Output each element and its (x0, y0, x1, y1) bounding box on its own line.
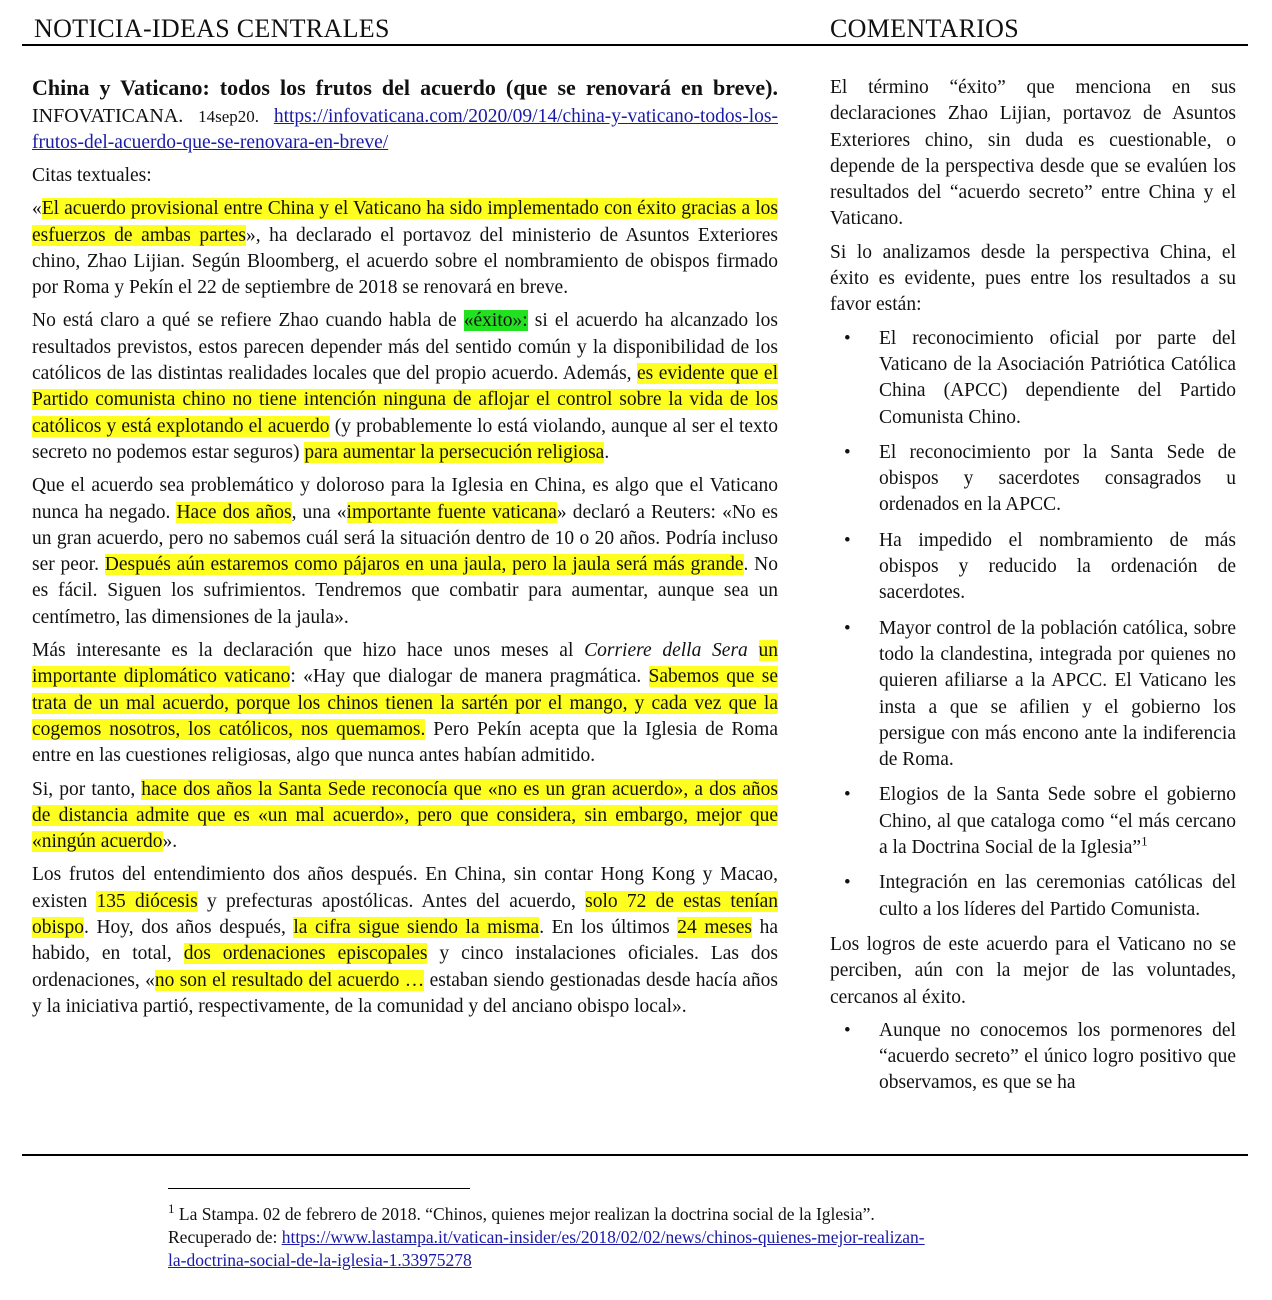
list-item (830, 870, 1236, 923)
list-item-text: Ha impedido el nombramiento de más obispos y reducido la ordenación de sacerdotes. (879, 529, 1236, 604)
footnote-line-2 (168, 1226, 1088, 1249)
text: ha habido, en total, (32, 917, 778, 965)
highlight: para aumentar la persecución religiosa (304, 441, 605, 463)
list-item (830, 782, 1236, 861)
highlight: Después aún estaremos como pájaros en una jaula, pero la jaula será más grande (104, 554, 744, 576)
bullet-icon: • (844, 784, 851, 806)
comment-paragraph-2: Si lo analizamos desde la perspectiva China, el éxito es evidente, pues entre los resultados a su favor están: (830, 241, 1236, 316)
text: ». (162, 831, 178, 853)
bullet-icon: • (844, 441, 851, 463)
list-item-text: Integración en las ceremonias católicas del culto a los líderes del Partido Comunista. (879, 872, 1236, 920)
highlight: importante fuente vaticana (346, 501, 557, 523)
list-item (830, 440, 1236, 519)
article-title: China y Vaticano: todos los frutos del acuerdo (que se renovará en breve). (32, 75, 778, 100)
text: . En los últimos (539, 917, 678, 939)
text (748, 640, 759, 661)
bullet-icon: • (844, 1019, 851, 1041)
article-source: INFOVATICANA. (32, 105, 184, 127)
paragraph-5 (32, 777, 778, 856)
footnote-separator (168, 1188, 470, 1189)
list-item-text: Aunque no conocemos los pormenores del “acuerdo secreto” el único logro positivo que observamos, es que se ha (879, 1019, 1236, 1094)
highlight: es evidente que el Partido comunista chino no tiene intención ninguna de aflojar el control sobre la vida de los católicos y está explotando el acuerdo (32, 363, 778, 437)
text: y cinco instalaciones oficiales. Las dos ordenaciones, « (32, 943, 779, 991)
text: . No es fácil. Siguen los sufrimientos. Tendremos que combatir para aumentar, aunque sea un centímetro, las dimensiones de la jaula». (32, 554, 779, 628)
paragraph-4 (32, 638, 778, 769)
footnote-text: La Stampa. 02 de febrero de 2018. “Chinos, quienes mejor realizan la doctrina social de la Iglesia”. (174, 1204, 875, 1224)
text: » declaró a Reuters: «No es un gran acuerdo, pero no sabemos cuál será la situación dentro de 10 o 20 años. Podría incluso ser peor. (32, 501, 779, 576)
newspaper-name: Corriere della Sera (584, 640, 748, 662)
text: Que el acuerdo sea problemático y doloroso para la Iglesia en China, es algo que el Vaticano nunca ha negado. (32, 475, 778, 523)
text: y prefecturas apostólicas. Antes del acuerdo, (197, 890, 586, 912)
highlight: un importante diplomático vaticano (32, 640, 779, 688)
citas-label: Citas textuales: (32, 165, 152, 186)
results-list (830, 326, 1236, 923)
bullet-icon: • (844, 872, 851, 894)
list-item (830, 326, 1236, 431)
text: : «Hay que dialogar de manera pragmática. (290, 666, 649, 688)
text: (y probablemente lo está violando, aunque al ser el texto secreto no podemos estar seguros) (32, 415, 778, 463)
footnote-line-3 (168, 1249, 1088, 1272)
body-bottom-rule (22, 1154, 1248, 1156)
list-item-text: Mayor control de la población católica, sobre todo la clandestina, integrada por quienes no quieren afiliarse a la APCC. El Vaticano les insta a que se afilien y el gobierno los persigue con más encono ante la indiferencia de Roma. (879, 617, 1236, 771)
list-item-text: El reconocimiento oficial por parte del Vaticano de la Asociación Patriótica Católica China (APCC) dependiente del Partido Comunista Chino. (879, 327, 1236, 428)
article-date: 14sep20. (198, 107, 260, 126)
bullet-icon: • (844, 529, 851, 551)
vatican-list (830, 1018, 1236, 1097)
footnote-link[interactable]: https://www.lastampa.it/vatican-insider/es/2018/02/02/news/chinos-quienes-mejor-realizan- (281, 1227, 925, 1247)
header-rule (22, 44, 1248, 46)
comments-column (830, 75, 1236, 1106)
article-url-line1: https://infovaticana.com/2020/09/14/china-y- (273, 106, 628, 127)
highlight: Sabemos que se trata de un mal acuerdo, porque los chinos tienen la sartén por el mango, y cada vez que la cogemos nosotros, los católicos, nos quemamos. (32, 666, 778, 740)
text: Pero Pekín acepta que la Iglesia de Roma entre en las cuestiones religiosas, algo que nunca antes habían admitido. (32, 718, 778, 767)
article-url-line2: vaticano-todos-los-frutos-del-acuerdo-que-se-renovara-en-breve/ (32, 106, 779, 153)
highlight: la cifra sigue siendo la misma (293, 917, 540, 939)
text: No está claro a qué se refiere Zhao cuando habla de (32, 310, 464, 332)
footnote-ref[interactable]: 1 (1141, 833, 1148, 849)
text: estaban siendo gestionadas desde hacía años y la iniciativa partió, respectivamente, de la comunidad y del anciano obispo local». (32, 969, 779, 1017)
text: Los frutos del entendimiento dos años después. En China, sin contar Hong Kong y Macao, existen (32, 864, 778, 912)
paragraph-3 (32, 473, 778, 631)
bullet-icon: • (844, 617, 851, 639)
paragraph-1 (32, 196, 778, 301)
text: , una « (291, 501, 347, 523)
highlight: 24 meses (677, 917, 753, 939)
highlight: solo 72 de estas tenían obispo (32, 890, 778, 939)
list-item (830, 1018, 1236, 1097)
article-heading (32, 75, 778, 156)
text: . Hoy, dos años después, (84, 917, 294, 939)
list-item-text: El reconocimiento por la Santa Sede de obispos y sacerdotes consagrados u ordenados en la APCC. (879, 441, 1236, 516)
comment-paragraph-3: Los logros de este acuerdo para el Vaticano no se perciben, aún con la mejor de las voluntades, cercanos al éxito. (830, 933, 1236, 1008)
footnote-recuperado: Recuperado de: (168, 1227, 282, 1247)
header-comentarios: COMENTARIOS (830, 14, 1020, 43)
highlight-green: «éxito»: (463, 310, 528, 332)
text: », ha declarado el portavoz del ministerio de Asuntos Exteriores chino, Zhao Lijian. Según Bloomberg, el acuerdo sobre el nombramiento de obispos firmado por Roma y Pekín el 22 de septiembre de 2018 se renovará en breve. (32, 224, 778, 299)
list-item (830, 616, 1236, 774)
footnote-link-cont[interactable]: la-doctrina-social-de-la-iglesia-1.33975278 (168, 1250, 472, 1270)
highlight: no son el resultado del acuerdo … (154, 969, 425, 991)
footnote (168, 1203, 1088, 1272)
text: si el acuerdo ha alcanzado los resultados previstos, estos parecen depender más del sentido común y la disponibilidad de los católicos de las distintas realidades locales que del propio acuerdo. Además, (32, 310, 778, 385)
text: Más interesante es la declaración que hizo hace unos meses al (32, 640, 585, 662)
footnote-line-1 (168, 1203, 1088, 1226)
highlight: 135 diócesis (96, 890, 198, 912)
highlight: El acuerdo provisional entre China y el Vaticano ha sido implementado con éxito gracias a los esfuerzos de ambas partes (32, 198, 778, 246)
comment-paragraph-1: El término “éxito” que menciona en sus declaraciones Zhao Lijian, portavoz de Asuntos Exteriores chino, sin duda es cuestionable, o depende de la perspectiva desde que se evalúen los resultados del “acuerdo secreto” entre China y el Vaticano. (830, 77, 1236, 230)
list-item-text: Elogios de la Santa Sede sobre el gobierno Chino, al que cataloga como “el más cercano a la Doctrina Social de la Iglesia” (879, 784, 1236, 859)
quote-open: « (32, 198, 42, 220)
paragraph-2 (32, 308, 778, 466)
text: Si, por tanto, (32, 778, 142, 800)
news-column (32, 75, 778, 1027)
footnote-number: 1 (168, 1201, 175, 1217)
highlight: dos ordenaciones episcopales (183, 943, 428, 965)
highlight: hace dos años la Santa Sede reconocía que «no es un gran acuerdo», a dos años de distancia admite que es «un mal acuerdo», pero que considera, sin embargo, mejor que «ningún acuerdo (32, 778, 779, 853)
text: . (604, 441, 610, 463)
header-noticia: NOTICIA-IDEAS CENTRALES (34, 14, 390, 43)
list-item (830, 528, 1236, 607)
bullet-icon: • (844, 327, 851, 349)
highlight: Hace dos años (176, 501, 292, 523)
paragraph-6 (32, 862, 778, 1020)
